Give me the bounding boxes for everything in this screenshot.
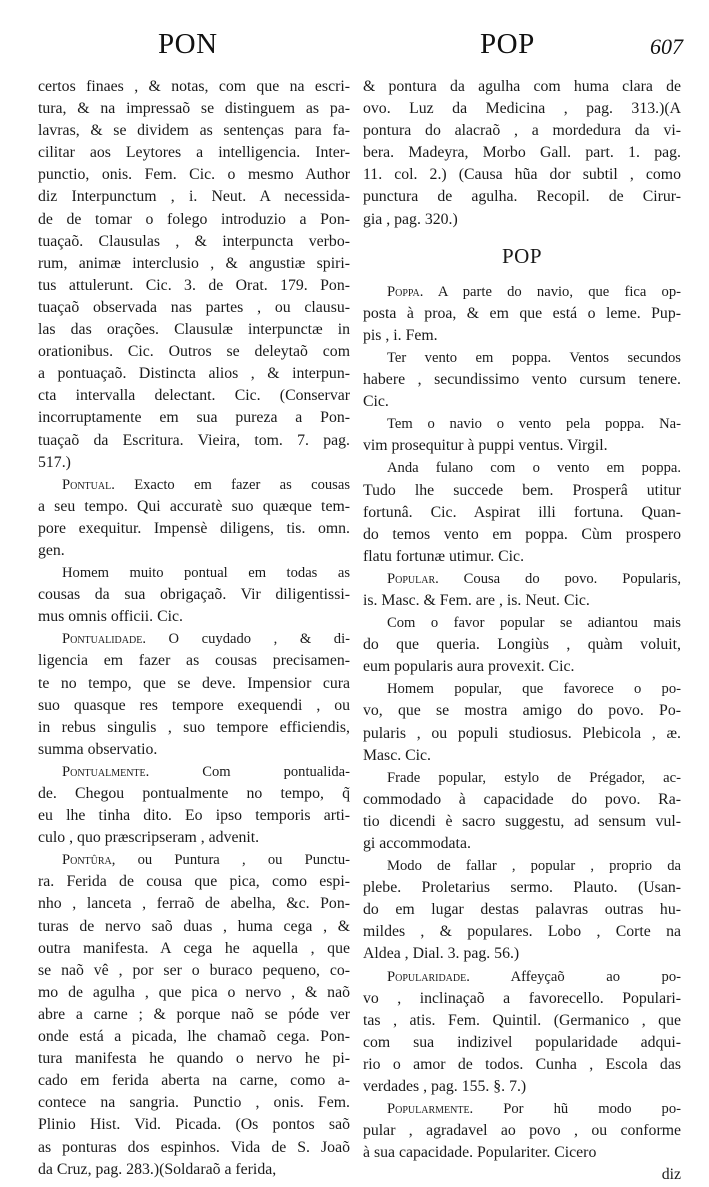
entry-line: fortunâ. Cic. Aspirat illi fortuna. Quan-	[363, 503, 681, 521]
dictionary-entry	[38, 628, 350, 761]
left-column	[38, 76, 350, 1181]
entry-line: mus omnis officii. Cic.	[38, 608, 183, 626]
entry-paragraph	[38, 562, 350, 628]
continuation-line: gia , pag. 320.)	[363, 210, 458, 228]
continuation-line: ovo. Luz da Medicina , pag. 313.)(A	[363, 100, 681, 118]
continuation-line: & pontura da agulha com huma clara de	[363, 78, 681, 95]
headword: Poppa.	[387, 283, 424, 300]
continuation-line: rum, animæ interclusio , & angustiæ spiri-	[38, 254, 350, 272]
continuation-line: diz Interpunctum , i. Neut. A necessida-	[38, 188, 350, 206]
continuation-line: orationibus. Cic. Outros se deleytaõ com	[38, 343, 350, 361]
entry-line: com sua indizivel popularidade adqui-	[363, 1033, 681, 1051]
dictionary-entry	[38, 849, 350, 1180]
entry-line: a seu tempo. Qui accuratè suo quæque tem-	[38, 497, 350, 515]
entry-line: posta à proa, & em que está o leme. Pup-	[363, 304, 681, 322]
right-running-head: POP	[480, 28, 535, 60]
dictionary-entry	[363, 966, 681, 1099]
entry-first-line: Pontual. Exacto em fazer as cousas	[62, 476, 350, 493]
entry-line: Plinio Hist. Vid. Picada. (Os pontos saõ	[38, 1116, 350, 1134]
entry-line: eum popularis aura provexit. Cic.	[363, 658, 575, 676]
entry-line: flatu fortunæ utimur. Cic.	[363, 547, 525, 565]
entry-line: habere , secundissimo vento cursum tenere.	[363, 371, 681, 389]
entry-first-line: Pontûra, ou Puntura , ou Punctu-	[62, 852, 350, 869]
entry-paragraph	[363, 678, 681, 766]
entry-line: à sua capacidade. Populariter. Cicero	[363, 1144, 597, 1162]
continuation-line: tuaçaõ. Clausulas , & interpuncta verbo-	[38, 232, 350, 250]
entry-line: de. Chegou pontualmente no tempo, q̃	[38, 785, 350, 802]
entry-line: cousas da sua obrigaçaõ. Vir diligentissi-	[38, 586, 350, 604]
entry-line: cado em ferida aberta na carne, como a-	[38, 1072, 350, 1090]
entry-paragraph	[363, 855, 681, 965]
entry-line: gi accommodata.	[363, 835, 471, 852]
continuation-line: pontura do alacraõ , a mordedura da vi-	[363, 122, 681, 140]
entry-line: abre a carne ; & porque naõ se póde ver	[38, 1005, 350, 1023]
dictionary-entry	[38, 761, 350, 849]
entry-line: Modo de fallar , popular , proprio da	[387, 858, 681, 875]
entry-line: tura manifesta he quando o nervo he pi-	[38, 1050, 350, 1068]
entry-line: Ter vento em poppa. Ventos secundos	[387, 349, 681, 366]
entry-line: Aldea , Dial. 3. pag. 56.)	[363, 945, 520, 963]
entry-line: Tem o navio o vento pela poppa. Na-	[387, 416, 681, 433]
entry-paragraph	[363, 347, 681, 413]
entry-line: mo de agulha , que pica o nervo , & naõ	[38, 983, 350, 1001]
dictionary-entry	[363, 1098, 681, 1164]
continuation-line: lavras, & se dividem as sentenças para fa-	[38, 122, 350, 140]
entry-line: vo, que se mostra amigo do povo. Po-	[363, 702, 681, 720]
catchword: diz	[661, 1166, 681, 1184]
entry-first-line: Popularidade. Affeyçaõ ao po-	[387, 968, 681, 985]
entry-line: Frade popular, estylo de Prégador, ac-	[387, 769, 681, 786]
entry-line: contece na sangria. Punctio , onis. Fem.	[38, 1094, 350, 1112]
continuation-line: punctio, onis. Fem. Cic. o mesmo Author	[38, 166, 350, 184]
entry-line: pis , i. Fem.	[363, 326, 438, 344]
continuation-line: 11. col. 2.) (Causa hũa dor subtil , como	[363, 166, 681, 184]
entry-line: in rebus singulis , suo tempore efficiendis,	[38, 718, 350, 736]
entry-line: tio dicendi è sacro suggestu, ad sensum vul-	[363, 812, 681, 830]
entry-paragraph	[363, 457, 681, 567]
entry-line: te no tempo, que se deve. Impensior cura	[38, 674, 350, 692]
headword: Popularidade.	[387, 968, 470, 985]
continuation-line: punctura de agulha. Recopil. de Cirur-	[363, 188, 681, 206]
entry-line: do temos vento em poppa. Cùm prospero	[363, 525, 681, 543]
continuation-line: las das orações. Clausulæ interpunctæ in	[38, 321, 350, 339]
continuation-line: cilitar aos Leytores a intelligencia. Inter-	[38, 144, 350, 162]
entry-line: culo , quo præscripseram , advenit.	[38, 829, 260, 847]
headword: Popular.	[387, 570, 439, 587]
entry-line: outra manifesta. A cega he aquella , que	[38, 939, 350, 957]
entry-line: do que queria. Longiùs , quàm voluit,	[363, 636, 681, 654]
entry-line: Tudo lhe succede bem. Prosperâ utitur	[363, 481, 681, 499]
entry-line: ligencia em fazer as cousas precisamen-	[38, 652, 350, 670]
entry-line: Homem muito pontual em todas as	[62, 565, 350, 582]
entry-first-line: Popularmente. Por hũ modo po-	[387, 1101, 681, 1118]
entry-line: vo , inclinaçaõ a favorecello. Populari-	[363, 989, 681, 1007]
entry-line: Cic.	[363, 393, 389, 411]
entry-line: plebe. Proletarius sermo. Plauto. (Usan-	[363, 879, 681, 897]
entry-line: se naõ vê , por ser o buraco pequeno, co-	[38, 961, 350, 979]
entry-line: onde está a picada, lhe chamaõ cega. Pon-	[38, 1028, 350, 1046]
entry-line: pular , agradavel ao povo , ou conforme	[363, 1122, 681, 1140]
continuation-line: certos finaes , & notas, com que na escri-	[38, 78, 350, 95]
continuation-line: tuaçaõ observada nas partes , ou clausu-	[38, 298, 350, 316]
entry-line: tas , atis. Fem. Quintil. (Germanico , que	[363, 1011, 681, 1029]
entry-line: Homem popular, que favorece o po-	[387, 681, 681, 698]
continuation-line: tuaçaõ da Escritura. Vieira, tom. 7. pag.	[38, 431, 350, 449]
entry-line: turas de nervo saõ duas , huma cega , &	[38, 917, 350, 935]
entry-line: gen.	[38, 541, 65, 559]
entry-first-line: Pontualidade. O cuydado , & di-	[62, 631, 350, 648]
entry-line: is. Masc. & Fem. are , is. Neut. Cic.	[363, 591, 590, 609]
continuation-line: bera. Madeyra, Morbo Gall. part. 1. pag.	[363, 144, 681, 162]
entry-line: as ponturas dos espinhos. Vida de S. Joaõ	[38, 1138, 350, 1156]
continuation-line: tus attulerunt. Cic. 3. de Orat. 179. Pon-	[38, 276, 350, 294]
entry-line: Anda fulano com o vento em poppa.	[387, 460, 681, 477]
continuation-line: 517.)	[38, 453, 71, 471]
entry-line: ra. Ferida de cousa que pica, como espi-	[38, 873, 350, 891]
headword: Pontualidade.	[62, 631, 146, 648]
entry-paragraph	[363, 413, 681, 457]
dictionary-entry	[363, 281, 681, 347]
entry-line: suo quasque res tempore exequendi , ou	[38, 696, 350, 714]
headword: Pontualmente.	[62, 763, 150, 780]
continuation-line: cta intervalla delectant. Cic. (Conservar	[38, 387, 350, 405]
entry-line: verdades , pag. 155. §. 7.)	[363, 1078, 527, 1096]
page-number: 607	[650, 34, 683, 59]
entry-paragraph	[363, 612, 681, 678]
entry-line: pularis , ou populi studiosus. Plebicola , æ.	[363, 724, 681, 742]
entry-paragraph	[363, 767, 681, 855]
entry-line: pore exequitur. Impensè diligens, tis. omn.	[38, 519, 350, 537]
entry-line: Masc. Cic.	[363, 746, 432, 764]
entry-first-line: Pontualmente. Com pontualida-	[62, 763, 350, 780]
section-heading: POP	[501, 243, 543, 268]
entry-first-line: Popular. Cousa do povo. Popularis,	[387, 570, 681, 587]
entry-line: rio o amor de todos. Cunha , Escola das	[363, 1055, 681, 1073]
entry-line: do em lugar destas palavras outras hu-	[363, 901, 681, 919]
headword: Pontûra,	[62, 852, 116, 869]
entry-line: vim prosequitur à puppi ventus. Virgil.	[363, 437, 608, 455]
right-column	[363, 76, 681, 1187]
entry-line: da Cruz, pag. 283.)(Soldaraõ a ferida,	[38, 1160, 277, 1178]
headword: Popularmente.	[387, 1101, 474, 1118]
entry-line: eu lhe tinha dito. Eo ipso temporis arti-	[38, 807, 350, 825]
continuation-line: a pontuaçaõ. Distincta alios , & interpun-	[38, 365, 350, 383]
continuation-line: incorruptamente em sua pureza a Pon-	[38, 409, 350, 427]
entry-first-line: Poppa. A parte do navio, que fica op-	[387, 283, 681, 300]
entry-line: summa observatio.	[38, 740, 158, 758]
continuation-line: tura, & na impressaõ se distinguem as pa-	[38, 100, 350, 118]
entry-line: nho , lanceta , ferraõ de abelha, &c. Pon-	[38, 895, 350, 913]
entry-line: Com o favor popular se adiantou mais	[387, 615, 681, 632]
continuation-line: de de tomar o folego introduzio a Pon-	[38, 210, 350, 228]
headword: Pontual.	[62, 476, 115, 493]
entry-line: mildes , & populares. Lobo , Corte na	[363, 923, 681, 941]
entry-line: commodado à capacidade do povo. Ra-	[363, 790, 681, 808]
left-running-head: PON	[158, 28, 218, 60]
dictionary-entry	[363, 568, 681, 612]
dictionary-entry	[38, 474, 350, 562]
